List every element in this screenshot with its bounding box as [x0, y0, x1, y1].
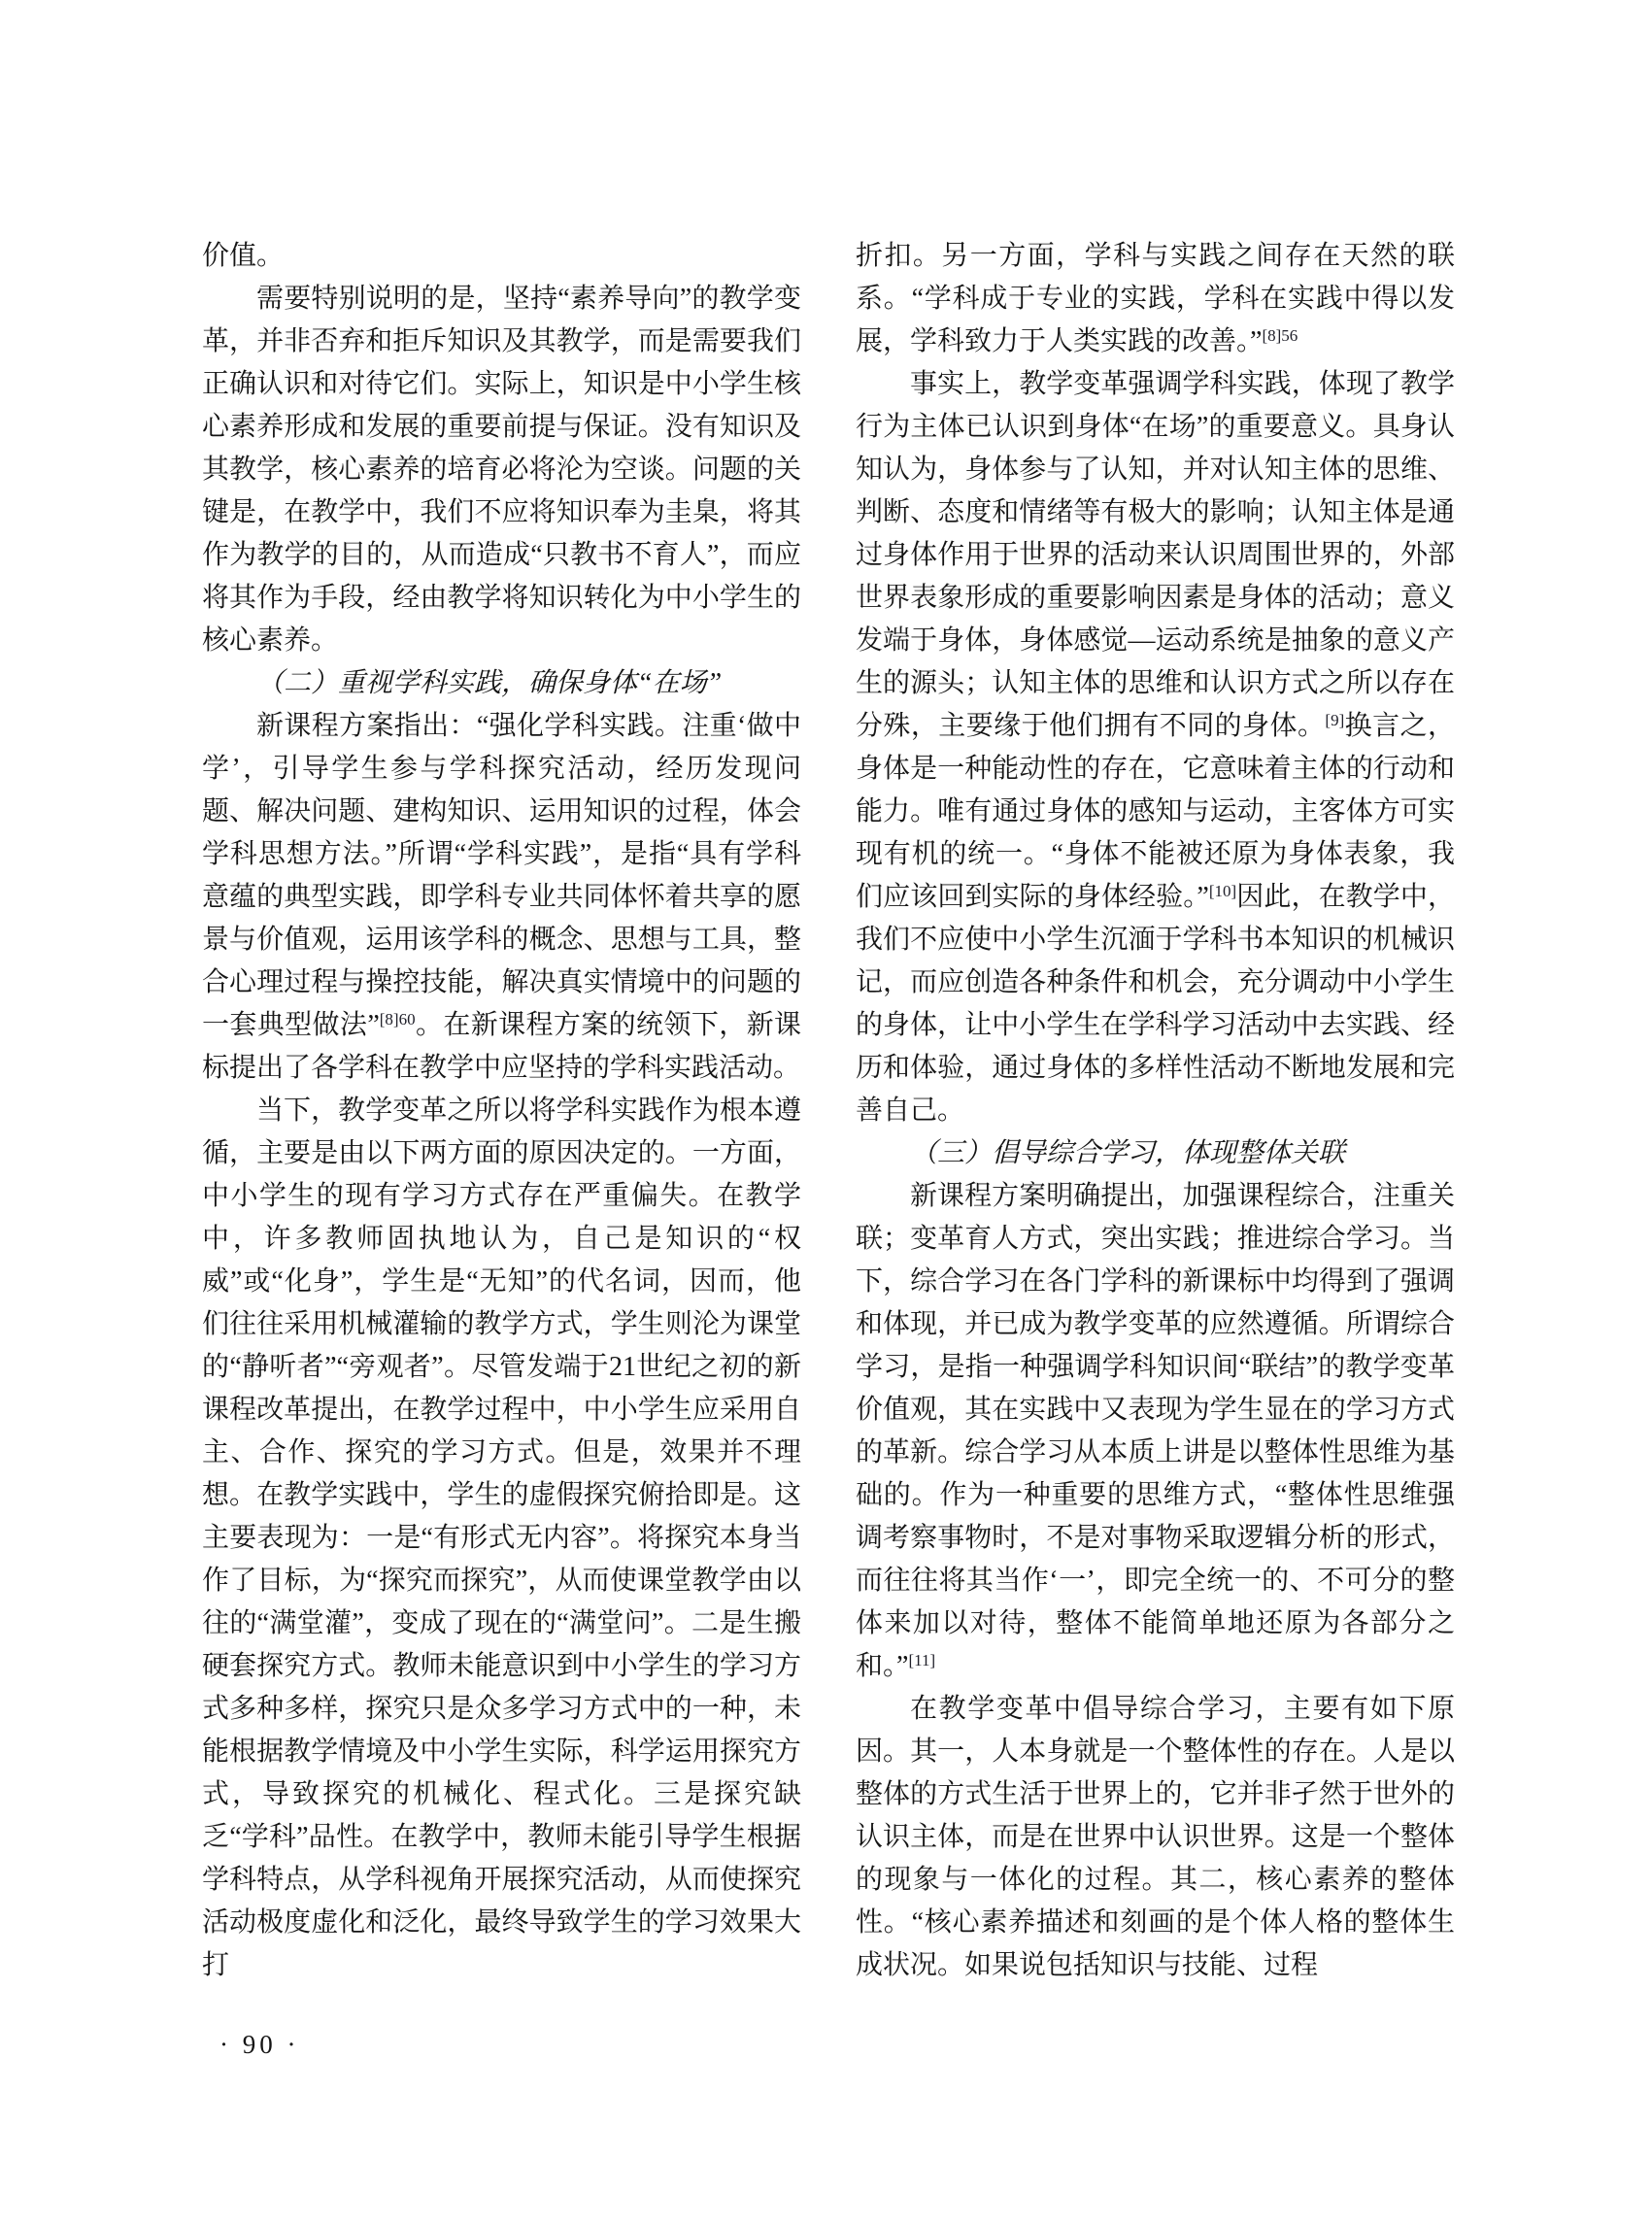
section-heading: （二）重视学科实践，确保身体“在场”	[256, 668, 723, 698]
body-paragraph: 折扣。另一方面，学科与实践之间存在天然的联系。“学科成于专业的实践，学科在实践中得以发展，学科致力于人类实践的改善。”$^{[8]56}$	[856, 241, 1455, 356]
citation-superscript: [11]	[908, 1651, 936, 1669]
left-column	[202, 235, 801, 2038]
body-paragraph: 新课程方案明确提出，加强课程综合，注重关联；变革育人方式，突出实践；推进综合学习。当下，综合学习在各门学科的新课标中均得到了强调和体现，并已成为教学变革的应然遵循。所谓综合学习，是指一种强调学科知识间“联结”的教学变革价值观，其在实践中又表现为学生显在的学习方式的革新。综合学习从本质上讲是以整体性思维为基础的。作为一种重要的思维方式，“整体性思维强调考察事物时，不是对事物采取逻辑分析的形式，而往往将其当作‘一’，即完全统一的、不可分的整体来加以对待，整体不能简单地还原为各部分之和。”[11]	[856, 1181, 1455, 1681]
citation-superscript: [8]56	[1262, 326, 1298, 345]
citation-superscript: [8]60	[379, 1010, 416, 1028]
body-paragraph: 需要特别说明的是，坚持“素养导向”的教学变革，并非否弃和拒斥知识及其教学，而是需要我们正确认识和对待它们。实际上，知识是中小学生核心素养形成和发展的重要前提与保证。没有知识及其教学，核心素养的培育必将沦为空谈。问题的关键是，在教学中，我们不应将知识奉为圭臬，将其作为教学的目的，从而造成“只教书不育人”，而应将其作为手段，经由教学将知识转化为中小学生的核心素养。	[202, 284, 801, 656]
body-paragraph: 新课程方案指出：“强化学科实践。注重‘做中学’，引导学生参与学科探究活动，经历发现问题、解决问题、建构知识、运用知识的过程，体会学科思想方法。”所谓“学科实践”，是指“具有学科意蕴的典型实践，即学科专业共同体怀着共享的愿景与价值观，运用该学科的概念、思想与工具，整合心理过程与操控技能，解决真实情境中的问题的一套典型做法”$^{[8]60}$。在新课程方案的统领下，新课标提出了各学科在教学中应坚持的学科实践活动。	[202, 711, 801, 1083]
body-paragraph: 事实上，教学变革强调学科实践，体现了教学行为主体已认识到身体“在场”的重要意义。具身认知认为，身体参与了认知，并对认知主体的思维、判断、态度和情绪等有极大的影响；认知主体是通过身体作用于世界的活动来认识周围世界的，外部世界表象形成的重要影响因素是身体的活动；意义发端于身体，身体感觉—运动系统是抽象的意义产生的源头；认知主体的思维和认识方式之所以存在分殊，主要缘于他们拥有不同的身体。[9]换言之，身体是一种能动性的存在，它意味着主体的行动和能力。唯有通过身体的感知与运动，主客体方可实现有机的统一。“身体不能被还原为身体表象，我们应该回到实际的身体经验。”[10]因此，在教学中，我们不应使中小学生沉湎于学科书本知识的机械识记，而应创造各种条件和机会，充分调动中小学生的身体，让中小学生在学科学习活动中去实践、经历和体验，通过身体的多样性活动不断地发展和完善自己。	[856, 369, 1455, 1126]
right-column	[856, 235, 1455, 2038]
page-number: · 90 ·	[219, 2030, 300, 2059]
two-column-text-body	[202, 235, 1455, 2038]
section-heading: （三）倡导综合学习，体现整体关联	[910, 1138, 1346, 1168]
body-paragraph: 当下，教学变革之所以将学科实践作为根本遵循，主要是由以下两方面的原因决定的。一方面，中小学生的现有学习方式存在严重偏失。在教学中，许多教师固执地认为，自己是知识的“权威”或“化身”，学生是“无知”的代名词，因而，他们往往采用机械灌输的教学方式，学生则沦为课堂的“静听者”“旁观者”。尽管发端于21世纪之初的新课程改革提出，在教学过程中，中小学生应采用自主、合作、探究的学习方式。但是，效果并不理想。在教学实践中，学生的虚假探究俯拾即是。这主要表现为：一是“有形式无内容”。将探究本身当作了目标，为“探究而探究”，从而使课堂教学由以往的“满堂灌”，变成了现在的“满堂问”。二是生搬硬套探究方式。教师未能意识到中小学生的学习方式多种多样，探究只是众多学习方式中的一种，未能根据教学情境及中小学生实际，科学运用探究方式，导致探究的机械化、程式化。三是探究缺乏“学科”品性。在教学中，教师未能引导学生根据学科特点，从学科视角开展探究活动，从而使探究活动极度虚化和泛化，最终导致学生的学习效果大打	[202, 1096, 801, 1980]
citation-superscript: [9]	[1325, 711, 1345, 729]
body-paragraph: 在教学变革中倡导综合学习，主要有如下原因。其一，人本身就是一个整体性的存在。人是以整体的方式生活于世界上的，它并非孑然于世外的认识主体，而是在世界中认识世界。这是一个整体的现象与一体化的过程。其二，核心素养的整体性。“核心素养描述和刻画的是个体人格的整体生成状况。如果说包括知识与技能、过程	[856, 1694, 1455, 1980]
body-paragraph: 价值。	[202, 241, 285, 271]
citation-superscript: [10]	[1208, 882, 1237, 900]
